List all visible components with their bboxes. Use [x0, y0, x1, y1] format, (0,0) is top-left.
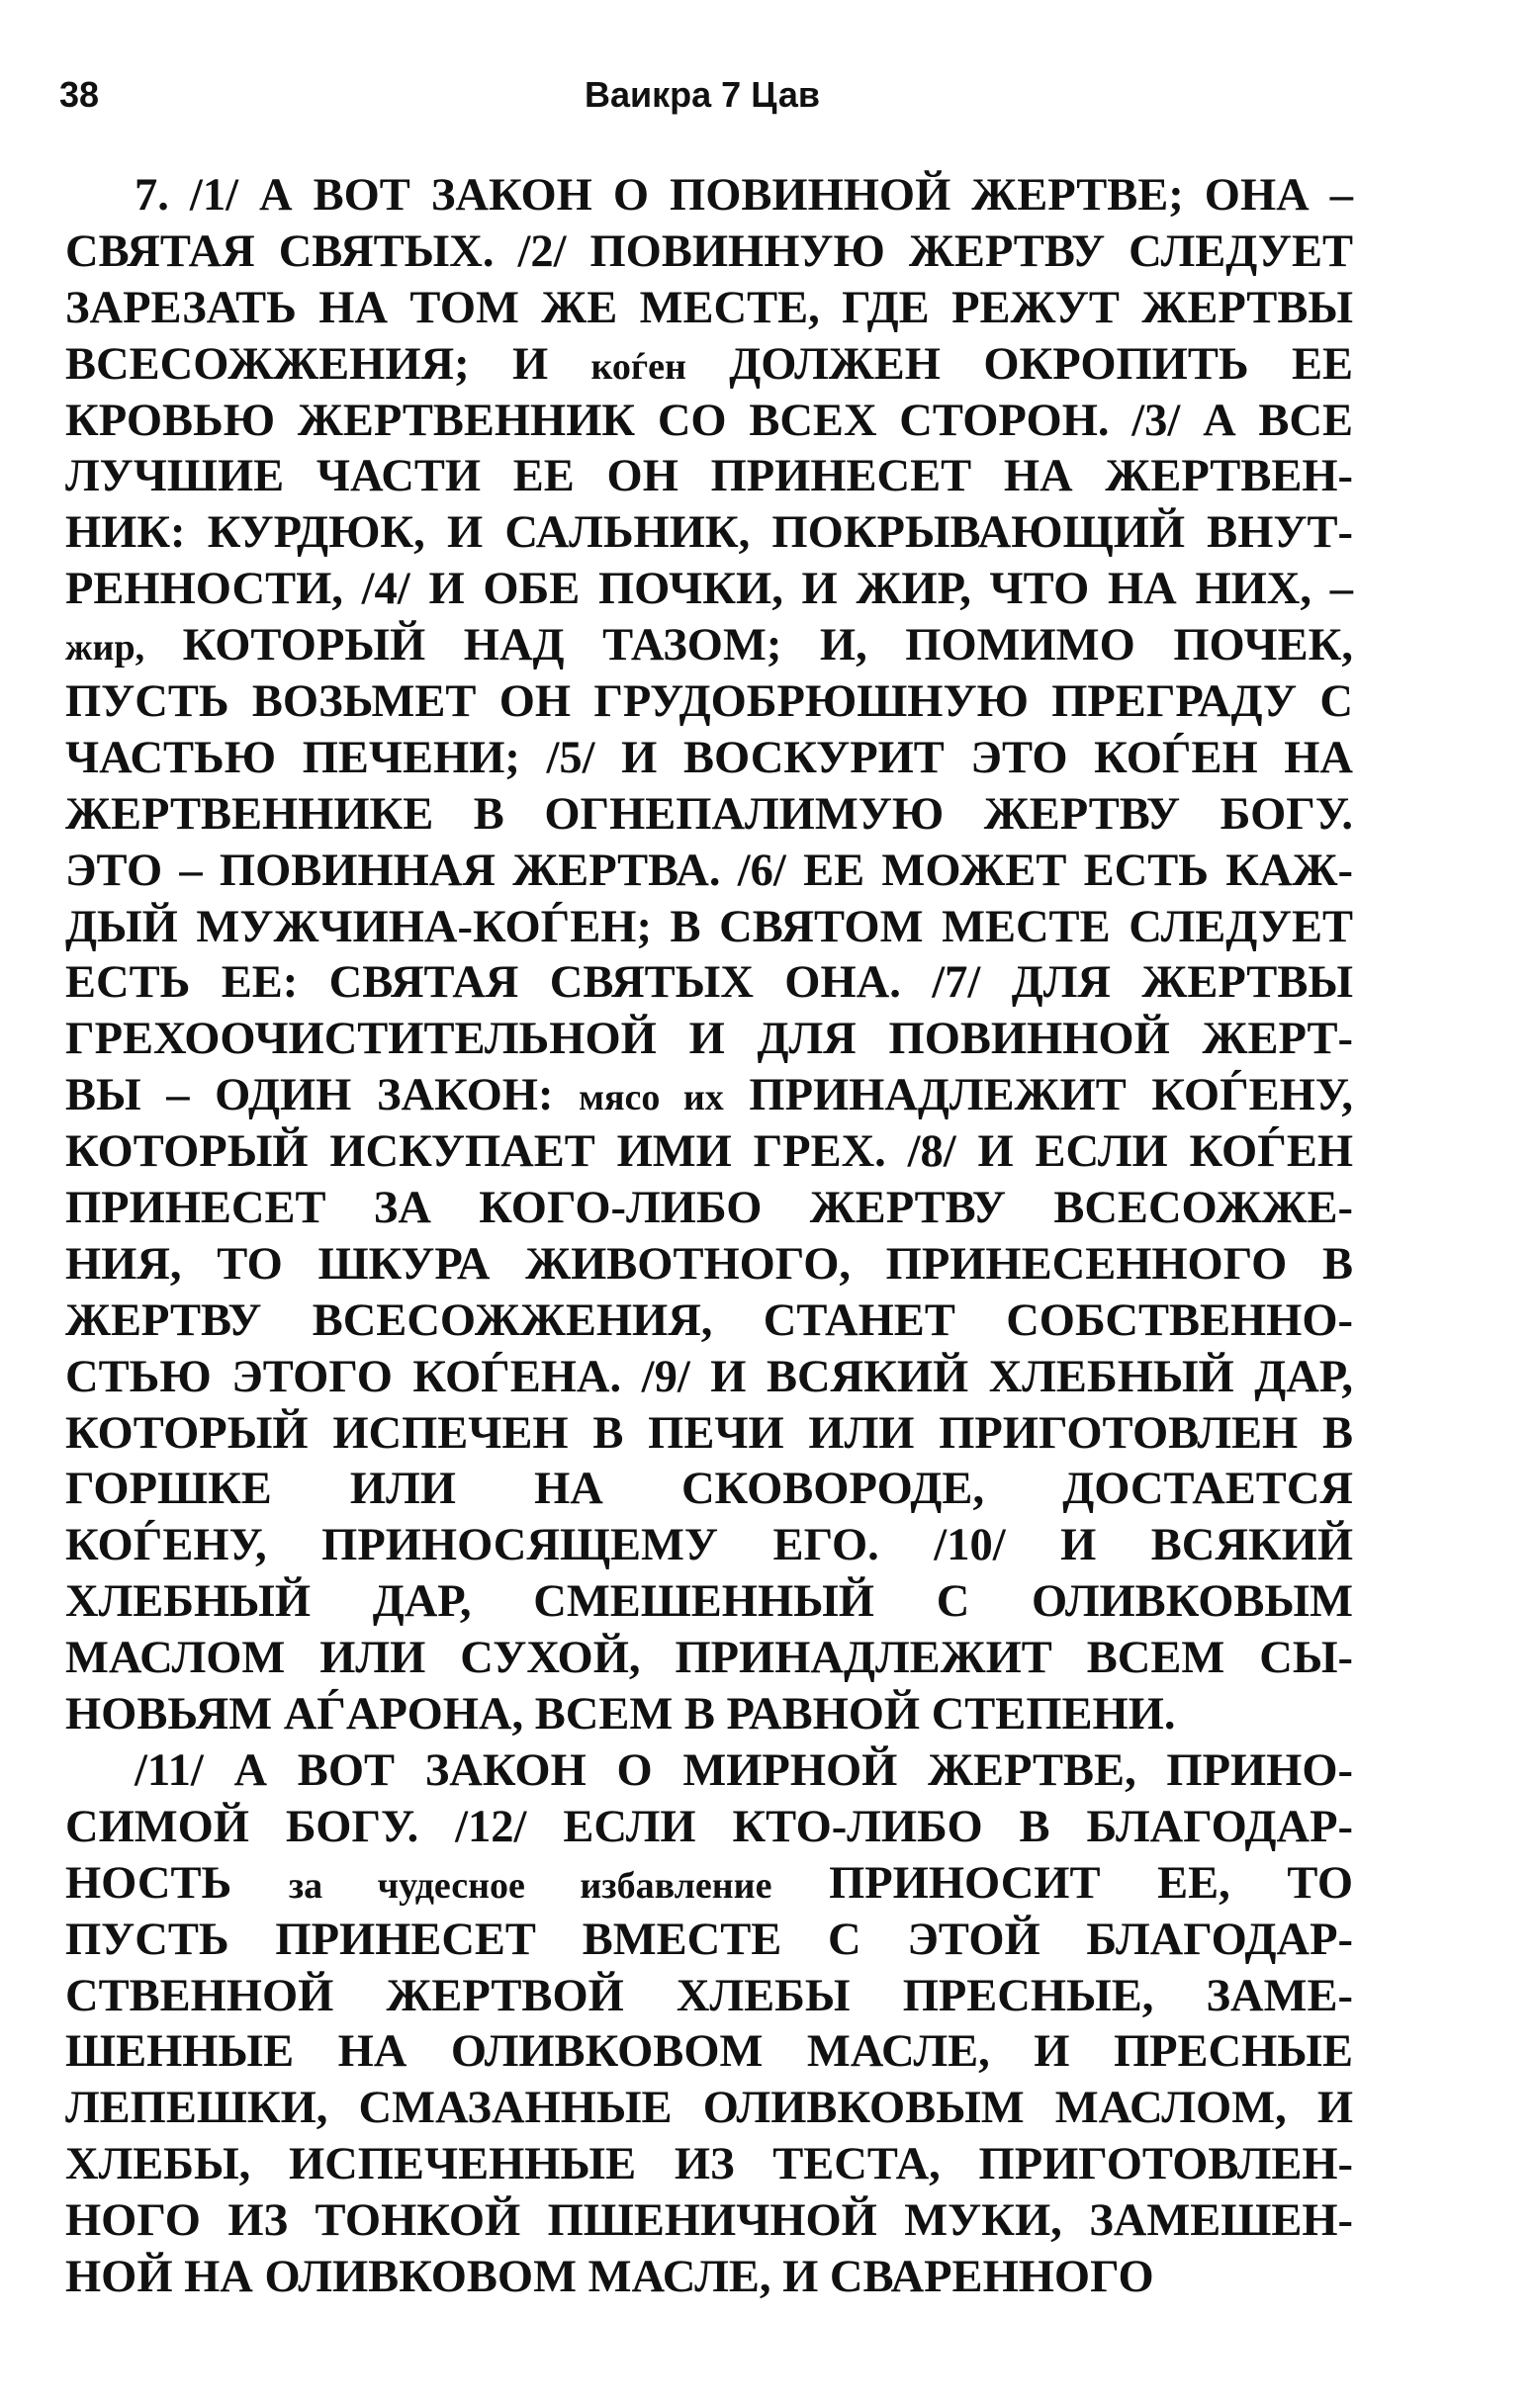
text-run: ЖЕРТВУ ВСЕСОЖЖЕНИЯ, СТАНЕТ СОБСТВЕННО- [65, 1294, 1353, 1346]
text-line [65, 1631, 1353, 1687]
text-run: ГОРШКЕ ИЛИ НА СКОВОРОДЕ, ДОСТАЕТСЯ [65, 1464, 1353, 1515]
text-line [65, 1237, 1353, 1293]
text-run: ЭТО – ПОВИННАЯ ЖЕРТВА. /6/ ЕЕ МОЖЕТ ЕСТЬ КАЖ- [65, 845, 1353, 896]
text-line [65, 618, 1353, 674]
text-run: ЛЕПЕШКИ, СМАЗАННЫЕ ОЛИВКОВЫМ МАСЛОМ, И [65, 2083, 1353, 2134]
text-run: КОТОРЫЙ ИСКУПАЕТ ИМИ ГРЕХ. /8/ И ЕСЛИ КОЃЕН [65, 1126, 1353, 1178]
text-line [65, 1518, 1353, 1574]
text-line [65, 2193, 1353, 2250]
text-line [65, 1800, 1353, 1856]
running-head [59, 65, 1345, 125]
text-line [65, 562, 1353, 618]
text-line [65, 1406, 1353, 1463]
text-line [65, 505, 1353, 562]
text-run: ЕСТЬ ЕЕ: СВЯТАЯ СВЯТЫХ ОНА. /7/ ДЛЯ ЖЕРТВЫ [65, 957, 1353, 1009]
text-line [65, 1574, 1353, 1631]
text-run: НИЯ, ТО ШКУРА ЖИВОТНОГО, ПРИНЕСЕННОГО В [65, 1238, 1353, 1290]
text-line [65, 1293, 1353, 1350]
text-line [65, 394, 1353, 450]
text-run: ПРИНОСИТ ЕЕ, ТО [771, 1857, 1353, 1909]
text-run: СВЯТАЯ СВЯТЫХ. /2/ ПОВИННУЮ ЖЕРТВУ СЛЕДУЕТ [65, 225, 1353, 277]
text-run: ДЫЙ МУЖЧИНА-КОЃЕН; В СВЯТОМ МЕСТЕ СЛЕДУЕТ [65, 901, 1353, 952]
text-run: /11/ А ВОТ ЗАКОН О МИРНОЙ ЖЕРТВЕ, ПРИНО- [135, 1744, 1353, 1796]
text-line [65, 1913, 1353, 1969]
text-line [65, 1068, 1353, 1124]
text-run: КОТОРЫЙ НАД ТАЗОМ; И, ПОМИМО ПОЧЕК, [144, 620, 1353, 671]
text-line [65, 449, 1353, 505]
text-run: НОСТЬ [65, 1857, 289, 1909]
lowercase-insert: жир, [65, 627, 145, 669]
text-run: ХЛЕБНЫЙ ДАР, СМЕШЕННЫЙ С ОЛИВКОВЫМ [65, 1576, 1353, 1628]
text-line [65, 1181, 1353, 1237]
text-line [65, 224, 1353, 281]
text-run: СТВЕННОЙ ЖЕРТВОЙ ХЛЕБЫ ПРЕСНЫЕ, ЗАМЕ- [65, 1970, 1353, 2021]
text-run: КОТОРЫЙ ИСПЕЧЕН В ПЕЧИ ИЛИ ПРИГОТОВЛЕН В [65, 1407, 1353, 1459]
text-line [65, 2024, 1353, 2081]
text-line [65, 844, 1353, 900]
text-run: СТЬЮ ЭТОГО КОЃЕНА. /9/ И ВСЯКИЙ ХЛЕБНЫЙ ДАР, [65, 1351, 1353, 1402]
text-run: ХЛЕБЫ, ИСПЕЧЕННЫЕ ИЗ ТЕСТА, ПРИГОТОВЛЕН- [65, 2139, 1353, 2190]
text-run: ПРИНАДЛЕЖИТ КОЃЕНУ, [723, 1070, 1354, 1121]
text-run: ЗАРЕЗАТЬ НА ТОМ ЖЕ МЕСТЕ, ГДЕ РЕЖУТ ЖЕРТВЫ [65, 282, 1353, 333]
text-line [65, 1969, 1353, 2025]
text-run: КРОВЬЮ ЖЕРТВЕННИК СО ВСЕХ СТОРОН. /3/ А ВСЕ [65, 395, 1353, 446]
text-line [65, 1350, 1353, 1406]
text-run: ШЕННЫЕ НА ОЛИВКОВОМ МАСЛЕ, И ПРЕСНЫЕ [65, 2026, 1353, 2078]
text-run: ВЫ – ОДИН ЗАКОН: [65, 1070, 580, 1121]
text-run: КОЃЕНУ, ПРИНОСЯЩЕМУ ЕГО. /10/ И ВСЯКИЙ [65, 1520, 1353, 1571]
text-run: РЕННОСТИ, /4/ И ОБЕ ПОЧКИ, И ЖИР, ЧТО НА НИХ, – [65, 564, 1353, 615]
text-line [65, 1012, 1353, 1068]
paragraph [65, 168, 1353, 1743]
text-run: 7. /1/ А ВОТ ЗАКОН О ПОВИННОЙ ЖЕРТВЕ; ОНА – [135, 170, 1353, 221]
text-line [65, 1462, 1353, 1518]
text-line [65, 1743, 1353, 1800]
lowercase-insert: за чудесное избавление [288, 1864, 772, 1907]
text-line [65, 2081, 1353, 2137]
text-run: ПУСТЬ ПРИНЕСЕТ ВМЕСТЕ С ЭТОЙ БЛАГОДАР- [65, 1914, 1353, 1965]
text-run: ПРИНЕСЕТ ЗА КОГО-ЛИБО ЖЕРТВУ ВСЕСОЖЖЕ- [65, 1183, 1353, 1234]
text-run: МАСЛОМ ИЛИ СУХОЙ, ПРИНАДЛЕЖИТ ВСЕМ СЫ- [65, 1633, 1353, 1684]
paragraph [65, 1743, 1353, 2306]
text-line [65, 1687, 1353, 1743]
page-number: 38 [59, 74, 100, 115]
text-run: ГРЕХООЧИСТИТЕЛЬНОЙ И ДЛЯ ПОВИННОЙ ЖЕРТ- [65, 1014, 1353, 1065]
text-run: НОГО ИЗ ТОНКОЙ ПШЕНИЧНОЙ МУКИ, ЗАМЕШЕН- [65, 2195, 1353, 2247]
text-run: ПУСТЬ ВОЗЬМЕТ ОН ГРУДОБРЮШНУЮ ПРЕГРАДУ С [65, 676, 1353, 728]
text-line [65, 2137, 1353, 2193]
text-line [65, 955, 1353, 1012]
text-run: НОВЬЯМ АЃАРОНА, ВСЕМ В РАВНОЙ СТЕПЕНИ. [65, 1689, 1176, 1740]
lowercase-insert: коѓен [590, 345, 686, 388]
body-text [65, 168, 1353, 2306]
text-line [65, 281, 1353, 337]
text-line [65, 900, 1353, 956]
text-line [65, 1856, 1353, 1913]
page-title: Ваикра 7 Цав [585, 74, 820, 115]
text-run: ЖЕРТВЕННИКЕ В ОГНЕПАЛИМУЮ ЖЕРТВУ БОГУ. [65, 788, 1353, 840]
text-run: НИК: КУРДЮК, И САЛЬНИК, ПОКРЫВАЮЩИЙ ВНУТ- [65, 507, 1353, 559]
text-run: ЧАСТЬЮ ПЕЧЕНИ; /5/ И ВОСКУРИТ ЭТО КОЃЕН НА [65, 732, 1353, 783]
text-line [65, 337, 1353, 394]
text-line [65, 1124, 1353, 1181]
text-line [65, 674, 1353, 731]
text-run: ДОЛЖЕН ОКРОПИТЬ ЕЕ [685, 338, 1354, 390]
text-line [65, 731, 1353, 787]
text-run: ВСЕСОЖЖЕНИЯ; И [65, 338, 591, 390]
text-run: СИМОЙ БОГУ. /12/ ЕСЛИ КТО-ЛИБО В БЛАГОДАР- [65, 1801, 1353, 1852]
text-line [65, 2250, 1353, 2306]
text-line [65, 787, 1353, 844]
text-run: ЛУЧШИЕ ЧАСТИ ЕЕ ОН ПРИНЕСЕТ НА ЖЕРТВЕН- [65, 451, 1353, 502]
text-run: НОЙ НА ОЛИВКОВОМ МАСЛЕ, И СВАРЕННОГО [65, 2251, 1154, 2302]
lowercase-insert: мясо их [579, 1077, 724, 1119]
text-line [65, 168, 1353, 224]
